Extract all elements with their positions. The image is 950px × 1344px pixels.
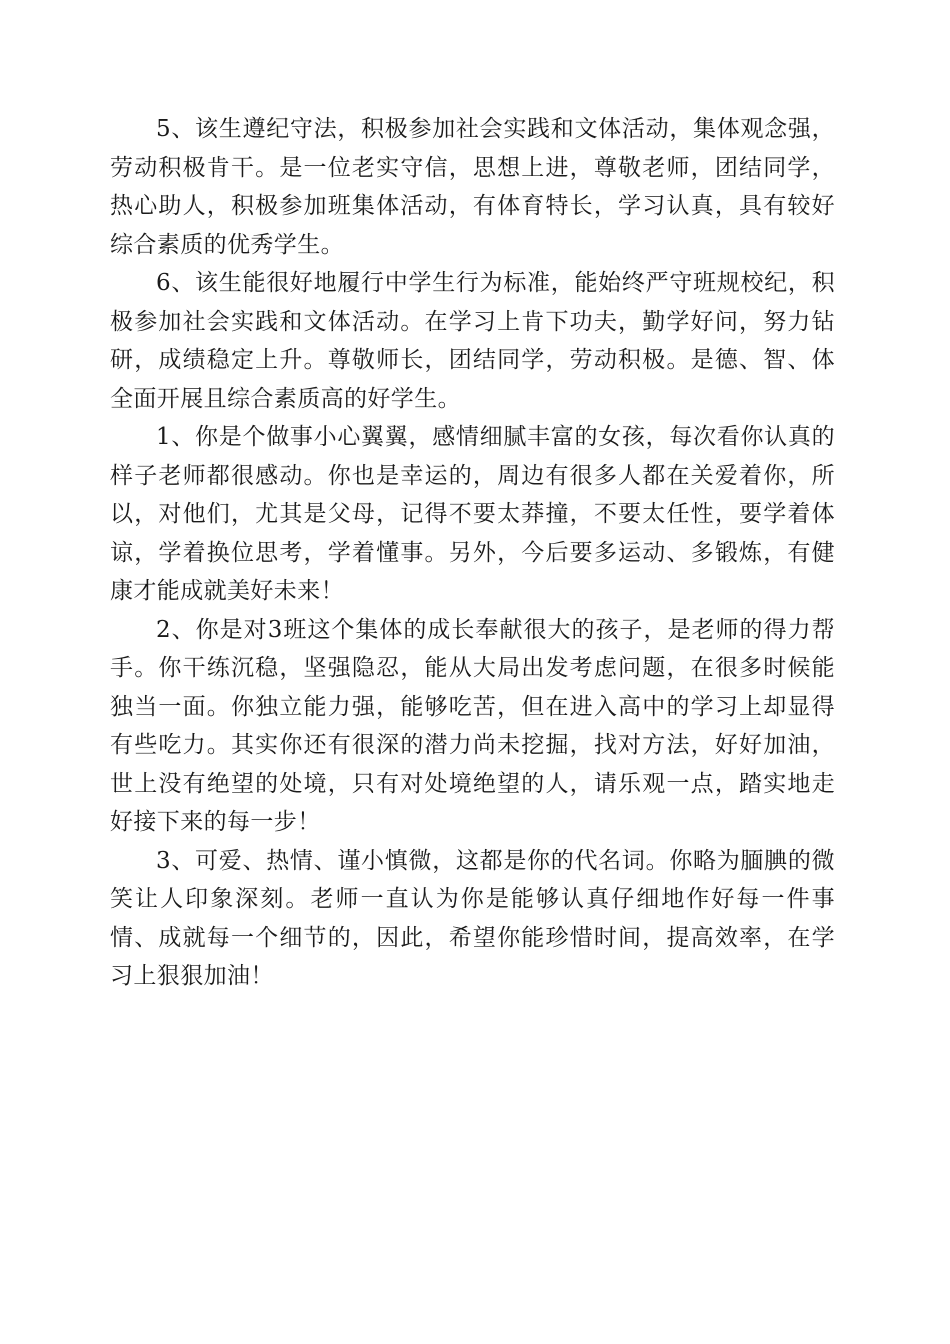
paragraph-comment-1: 1、你是个做事小心翼翼，感情细腻丰富的女孩，每次看你认真的样子老师都很感动。你也是幸运的，周边有很多人都在关爱着你，所以，对他们，尤其是父母，记得不要太莽撞，不要太任性，要学着体谅，学着换位思考，学着懂事。另外，今后要多运动、多锻炼，有健康才能成就美好未来！	[110, 424, 835, 604]
paragraph-comment-2: 2、你是对3班这个集体的成长奉献很大的孩子，是老师的得力帮手。你干练沉稳，坚强隐忍，能从大局出发考虑问题，在很多时候能独当一面。你独立能力强，能够吃苦，但在进入高中的学习上却显得有些吃力。其实你还有很深的潜力尚未挖掘，找对方法，好好加油，世上没有绝望的处境，只有对处境绝望的人，请乐观一点，踏实地走好接下来的每一步！	[110, 616, 835, 835]
paragraph-comment-6: 6、该生能很好地履行中学生行为标准，能始终严守班规校纪，积极参加社会实践和文体活动。在学习上肯下功夫，勤学好问，努力钻研，成绩稳定上升。尊敬师长，团结同学，劳动积极。是德、智、体全面开展且综合素质高的好学生。	[110, 270, 835, 412]
paragraph-comment-5: 5、该生遵纪守法，积极参加社会实践和文体活动，集体观念强，劳动积极肯干。是一位老实守信，思想上进，尊敬老师，团结同学，热心助人，积极参加班集体活动，有体育特长，学习认真，具有较好综合素质的优秀学生。	[110, 116, 835, 258]
paragraph-comment-3: 3、可爱、热情、谨小慎微，这都是你的代名词。你略为腼腆的微笑让人印象深刻。老师一直认为你是能够认真仔细地作好每一件事情、成就每一个细节的，因此，希望你能珍惜时间，提高效率，在学习上狠狠加油！	[110, 847, 835, 989]
document-body	[110, 110, 835, 996]
